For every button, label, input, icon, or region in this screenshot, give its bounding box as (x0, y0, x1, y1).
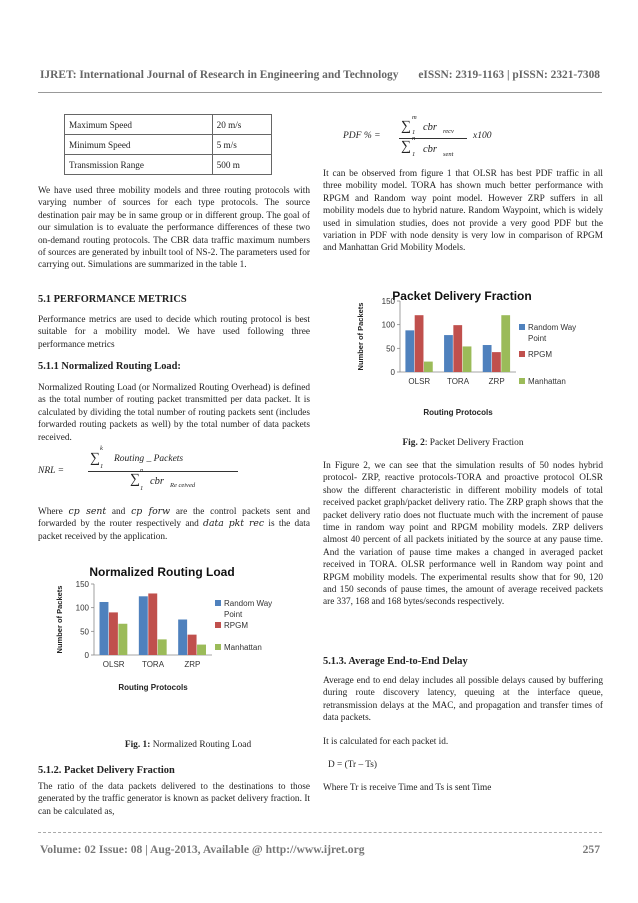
bar-zrp-manhattan (197, 645, 206, 655)
param-name: Maximum Speed (65, 115, 213, 135)
issn: eISSN: 2319-1163 | pISSN: 2321-7308 (418, 69, 600, 81)
y-tick-label: 100 (381, 320, 395, 330)
pdf-lhs: PDF % = (343, 131, 381, 141)
legend-label: Random Way (528, 323, 577, 332)
figure-1-caption: Fig. 1: Normalized Routing Load (124, 740, 252, 750)
legend-label: Random Way (224, 599, 273, 608)
fraction-bar (88, 471, 238, 472)
table-row (65, 115, 272, 135)
page-number: 257 (582, 843, 600, 856)
paragraph-pdf-definition: The ratio of the data packets delivered to the destinations to those generated by the traffic generator is known as packet delivery fraction. It can be calculated as, (38, 782, 310, 817)
x-tick-label: OLSR (408, 377, 431, 386)
paragraph-performance: Performance metrics are used to decide which routing protocol is best suitable for a mobility model. We have used following three performance metrics (38, 315, 310, 350)
nrl-formula: NRL = ∑ k 1 Routing _ Packets ∑ n 1 cbr Re ceived (38, 450, 288, 502)
y-tick-label: 150 (381, 297, 395, 306)
y-axis-label: Number of Packets (356, 302, 365, 371)
bar-olsr-random-way-point (100, 602, 109, 655)
table-row (65, 135, 272, 155)
paragraph-where-tr-ts: Where Tr is receive Time and Ts is sent Time (323, 783, 492, 793)
param-name: Transmission Range (65, 155, 213, 175)
pdf-formula: PDF % = ∑ m 1 cbr recv x100 ∑ n 1 cbr sent (343, 114, 492, 158)
y-tick-label: 150 (75, 580, 89, 589)
chart-normalized-routing-load (52, 556, 292, 724)
journal-name: IJRET: International Journal of Research in Engineering and Technology (40, 69, 399, 81)
legend-label: Point (224, 610, 243, 619)
bar-zrp-rpgm (188, 635, 197, 655)
running-header (40, 69, 600, 81)
param-name: Minimum Speed (65, 135, 213, 155)
bar-tora-rpgm (453, 325, 462, 372)
legend-label: Manhattan (224, 643, 262, 652)
heading-packet-delivery: 5.1.2. Packet Delivery Fraction (38, 765, 175, 776)
footer-text: Volume: 02 Issue: 08 | Aug-2013, Available @ http://www.ijret.org (40, 843, 365, 856)
bar-tora-rpgm (148, 593, 157, 655)
legend-label: Point (528, 334, 547, 343)
legend-swatch (519, 351, 525, 357)
section-packet-delivery (38, 765, 310, 777)
legend-swatch (519, 378, 525, 384)
param-value: 20 m/s (212, 115, 271, 135)
bar-zrp-random-way-point (483, 345, 492, 372)
legend-swatch (215, 600, 221, 606)
paragraph-figure-2: In Figure 2, we can see that the simulation results of 50 nodes hybrid protocol- ZRP, reactive protocols-TORA and proactive protocol OLSR show the different characteristic in different mobility models of total received packet graph/packet delivery ratio. The ZRP graph shows that the packet delivery ratio does not fluctuate much with the increment of pause time in random way point and RPGM mobility models. ZRP delivers almost 40 percent of all packets initiated by the source at any pause time. And the variation of pause time makes a changed in averaged packet received in TORA. OLSR performance well in Random way point and RPGM mobility models. The experimental results show that for 90, 120 and 150 seconds of pause times, the amount of average received packets are 337, 168 and 168 bytes/seconds respectively. (323, 461, 603, 608)
bar-olsr-random-way-point (405, 330, 414, 372)
bar-zrp-random-way-point (178, 620, 187, 656)
x-tick-label: OLSR (102, 660, 125, 669)
x-tick-label: ZRP (184, 660, 201, 669)
x-axis-label: Routing Protocols (118, 683, 188, 692)
x-axis-label: Routing Protocols (423, 408, 493, 417)
bar-olsr-rpgm (415, 315, 424, 372)
paragraph-nrl: Normalized Routing Load (or Normalized Routing Overhead) is defined as the total number of routing packet transmitted per data packet. It is calculated by dividing the total number of routing packets sent (includes forwarded routing packets as well) by the total number of data packets received. (38, 383, 310, 443)
bar-tora-manhattan (158, 639, 167, 655)
x-tick-label: TORA (446, 377, 470, 386)
table-row (65, 155, 272, 175)
x-tick-label: TORA (141, 660, 165, 669)
legend-label: RPGM (224, 621, 248, 630)
bar-tora-random-way-point (444, 335, 453, 372)
chart-title: Packet Delivery Fraction (392, 289, 532, 303)
sum-symbol: ∑ (90, 451, 100, 466)
legend-label: RPGM (528, 350, 552, 359)
y-tick-label: 0 (390, 368, 395, 377)
bar-zrp-manhattan (501, 315, 510, 372)
y-tick-label: 100 (75, 603, 89, 613)
chart-title: Normalized Routing Load (89, 565, 235, 579)
bar-tora-manhattan (463, 346, 472, 372)
running-footer (40, 843, 602, 856)
nrl-lhs: NRL = (38, 466, 65, 476)
bar-tora-random-way-point (139, 596, 148, 655)
footer-rule (38, 832, 602, 833)
bar-zrp-rpgm (492, 352, 501, 372)
nrl-numerator: Routing _ Packets (114, 454, 184, 464)
chart-svg (355, 283, 600, 433)
parameters-table (64, 114, 272, 175)
section-nrl (38, 361, 310, 373)
heading-end-to-end-delay: 5.1.3. Average End-to-End Delay (323, 656, 468, 667)
paragraph-where: Where cp sent and cp forw are the control packets sent and forwarded by the router respectively and data pkt rec is the data packet received by the application. (38, 506, 310, 542)
x-tick-label: ZRP (488, 377, 505, 386)
paragraph-simulation: We have used three mobility models and three routing protocols with varying number of sources for each type protocols. The source destination pair may be in same group or in different group. The goal of our simulation is to evaluate the performance differences of these two on-demand routing protocols. The CBR data traffic maximum numbers of sources are generated by inbuilt tool of NS-2. The parameters used for carrying out. Simulations are summarized in the table 1. (38, 186, 310, 271)
paragraph-pdf-result: It can be observed from figure 1 that OLSR has best PDF traffic in all three mobility model. TORA has shown much better performance with RPGM and Random way point model. However ZRP suffers in all mobility models due to hybrid nature. Random Waypoint, which is widely used in simulation studies, does not provide a very good PDF but the variation in PDF with node density is very low in comparison of RPGM and Manhattan Grid Mobility Models. (323, 169, 603, 254)
bar-olsr-rpgm (109, 612, 118, 655)
figure-2-caption: Fig. 2: Packet Delivery Fraction (402, 438, 524, 448)
bar-olsr-manhattan (424, 362, 433, 372)
param-value: 5 m/s (212, 135, 271, 155)
section-performance-metrics (38, 294, 310, 306)
heading-nrl: 5.1.1 Normalized Routing Load: (38, 361, 181, 372)
param-value: 500 m (212, 155, 271, 175)
legend-label: Manhattan (528, 377, 566, 386)
chart-svg (52, 556, 292, 724)
paragraph-e2e: Average end to end delay includes all possible delays caused by buffering during route discovery latency, queuing at the interface queue, retransmission delays at the MAC, and propagation and transfer times of data packets. (323, 676, 603, 724)
y-tick-label: 0 (84, 651, 89, 660)
chart-packet-delivery-fraction (355, 283, 600, 433)
y-axis-label: Number of Packets (55, 585, 64, 654)
legend-swatch (519, 324, 525, 330)
legend-swatch (215, 644, 221, 650)
header-rule (38, 92, 602, 93)
legend-swatch (215, 622, 221, 628)
heading-performance-metrics: 5.1 PERFORMANCE METRICS (38, 294, 187, 305)
bar-olsr-manhattan (118, 624, 127, 655)
y-tick-label: 50 (386, 344, 395, 354)
section-end-to-end (323, 656, 603, 668)
paragraph-calculated: It is calculated for each packet id. (323, 737, 449, 747)
equation-delay: D = (Tr – Ts) (328, 760, 378, 770)
y-tick-label: 50 (80, 627, 89, 637)
